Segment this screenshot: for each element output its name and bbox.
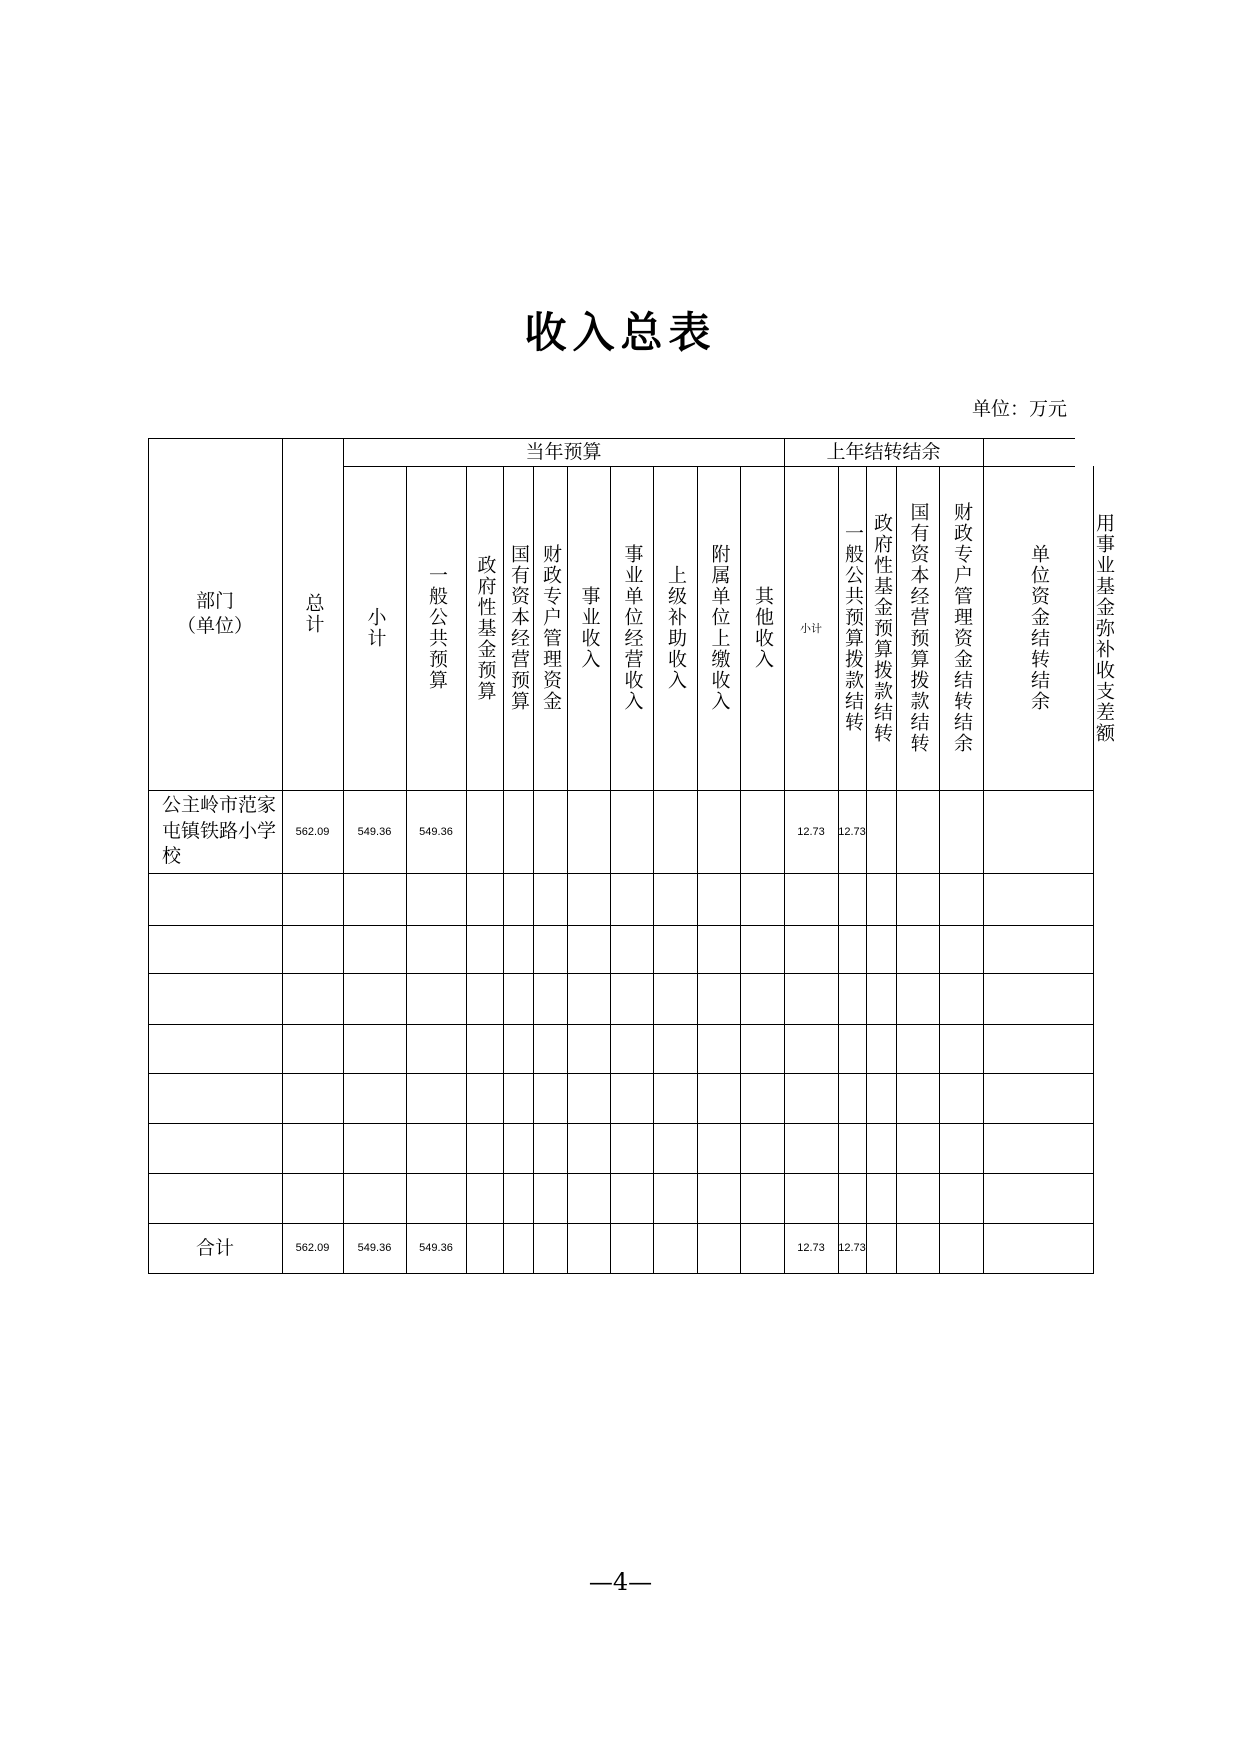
header-current-col-9: 其他收入 [751, 586, 774, 670]
table-row-0-cell-7 [610, 790, 653, 873]
row-line-9 [148, 1273, 1094, 1274]
total-row-cell-4 [503, 1223, 533, 1273]
row-line-5 [148, 1073, 1094, 1074]
total-row-cell-13 [866, 1223, 896, 1273]
header-current-col-4: 财政专户管理资金 [539, 544, 562, 712]
header-dept-line-0: 部门 [195, 590, 234, 613]
header-dept [148, 438, 282, 790]
total-row-cell-15 [939, 1223, 983, 1273]
table-row-0-cell-5 [533, 790, 567, 873]
table-row-0-cell-1: 549.36 [357, 825, 392, 838]
total-row-cell-9 [697, 1223, 740, 1273]
row-line-6 [148, 1123, 1094, 1124]
total-row-cell-6 [567, 1223, 610, 1273]
header-total: 总计 [302, 593, 325, 635]
total-row-cell-16 [983, 1223, 1093, 1273]
header-current-col-1: 一般公共预算 [425, 565, 448, 691]
table-row-0-cell-8 [653, 790, 697, 873]
total-row-cell-12: 12.73 [838, 1242, 866, 1254]
total-row-cell-1: 549.36 [357, 1242, 392, 1254]
header-current-col-3: 国有资本经营预算 [507, 544, 530, 712]
header-current-col-8: 附属单位上缴收入 [708, 544, 731, 712]
table-row-0-cell-11: 12.73 [797, 825, 825, 838]
header-prior-col-1: 政府性基金预算拨款结转 [870, 512, 893, 744]
header-prior-col-5: 用事业基金弥补收支差额 [1092, 512, 1115, 744]
total-row-cell-10 [740, 1223, 784, 1273]
table-row-0-label: 公主岭市范家屯镇铁路小学校 [162, 794, 277, 868]
page-number: —4— [588, 1568, 653, 1596]
header-current-col-0: 小计 [364, 607, 387, 649]
header-prior-col-3: 财政专户管理资金结转结余 [950, 502, 973, 754]
header-prior-col-0: 一般公共预算拨款结转 [841, 523, 864, 733]
total-row-cell-5 [533, 1223, 567, 1273]
table-row-0-cell-16 [983, 790, 1093, 873]
header-current-budget: 当年预算 [525, 440, 602, 463]
table-row-0-cell-12: 12.73 [838, 825, 866, 838]
total-row-cell-11: 12.73 [797, 1242, 825, 1254]
header-current-col-2: 政府性基金预算 [474, 554, 497, 702]
total-row-cell-2: 549.36 [419, 1242, 453, 1254]
table-row-0-cell-2: 549.36 [419, 825, 453, 838]
header-current-col-7: 上级补助收入 [664, 565, 687, 691]
header-current-col-6: 事业单位经营收入 [621, 544, 644, 712]
row-line-7 [148, 1173, 1094, 1174]
row-line-2 [148, 925, 1094, 926]
table-row-0-cell-9 [697, 790, 740, 873]
income-summary-table [148, 438, 1115, 1273]
table-row-0-cell-0: 562.09 [295, 825, 330, 838]
header-prior-col-2: 国有资本经营预算拨款结转 [907, 502, 930, 754]
table-row-0-cell-3 [466, 790, 503, 873]
header-prior-carryover: 上年结转结余 [826, 440, 941, 463]
total-row-cell-8 [653, 1223, 697, 1273]
header-prior-subtotal: 小计 [800, 623, 822, 635]
total-row-label: 合计 [195, 1236, 234, 1259]
total-row-cell-0: 562.09 [295, 1242, 330, 1254]
total-row-cell-3 [466, 1223, 503, 1273]
table-row-0-cell-15 [939, 790, 983, 873]
table-row-0-cell-4 [503, 790, 533, 873]
row-line-4 [148, 1024, 1094, 1025]
page-title: 收入总表 [524, 308, 717, 357]
header-dept-line-1: （单位） [176, 615, 253, 637]
table-row-0-cell-13 [866, 790, 896, 873]
total-row-cell-14 [896, 1223, 939, 1273]
table-row-0-cell-14 [896, 790, 939, 873]
row-line-1 [148, 873, 1094, 874]
row-line-3 [148, 973, 1094, 974]
total-row-cell-7 [610, 1223, 653, 1273]
table-row-0-cell-10 [740, 790, 784, 873]
unit-label: 单位：万元 [971, 398, 1067, 420]
header-prior-col-4: 单位资金结转结余 [1027, 544, 1050, 712]
header-current-col-5: 事业收入 [578, 586, 601, 670]
table-row-0-cell-6 [567, 790, 610, 873]
